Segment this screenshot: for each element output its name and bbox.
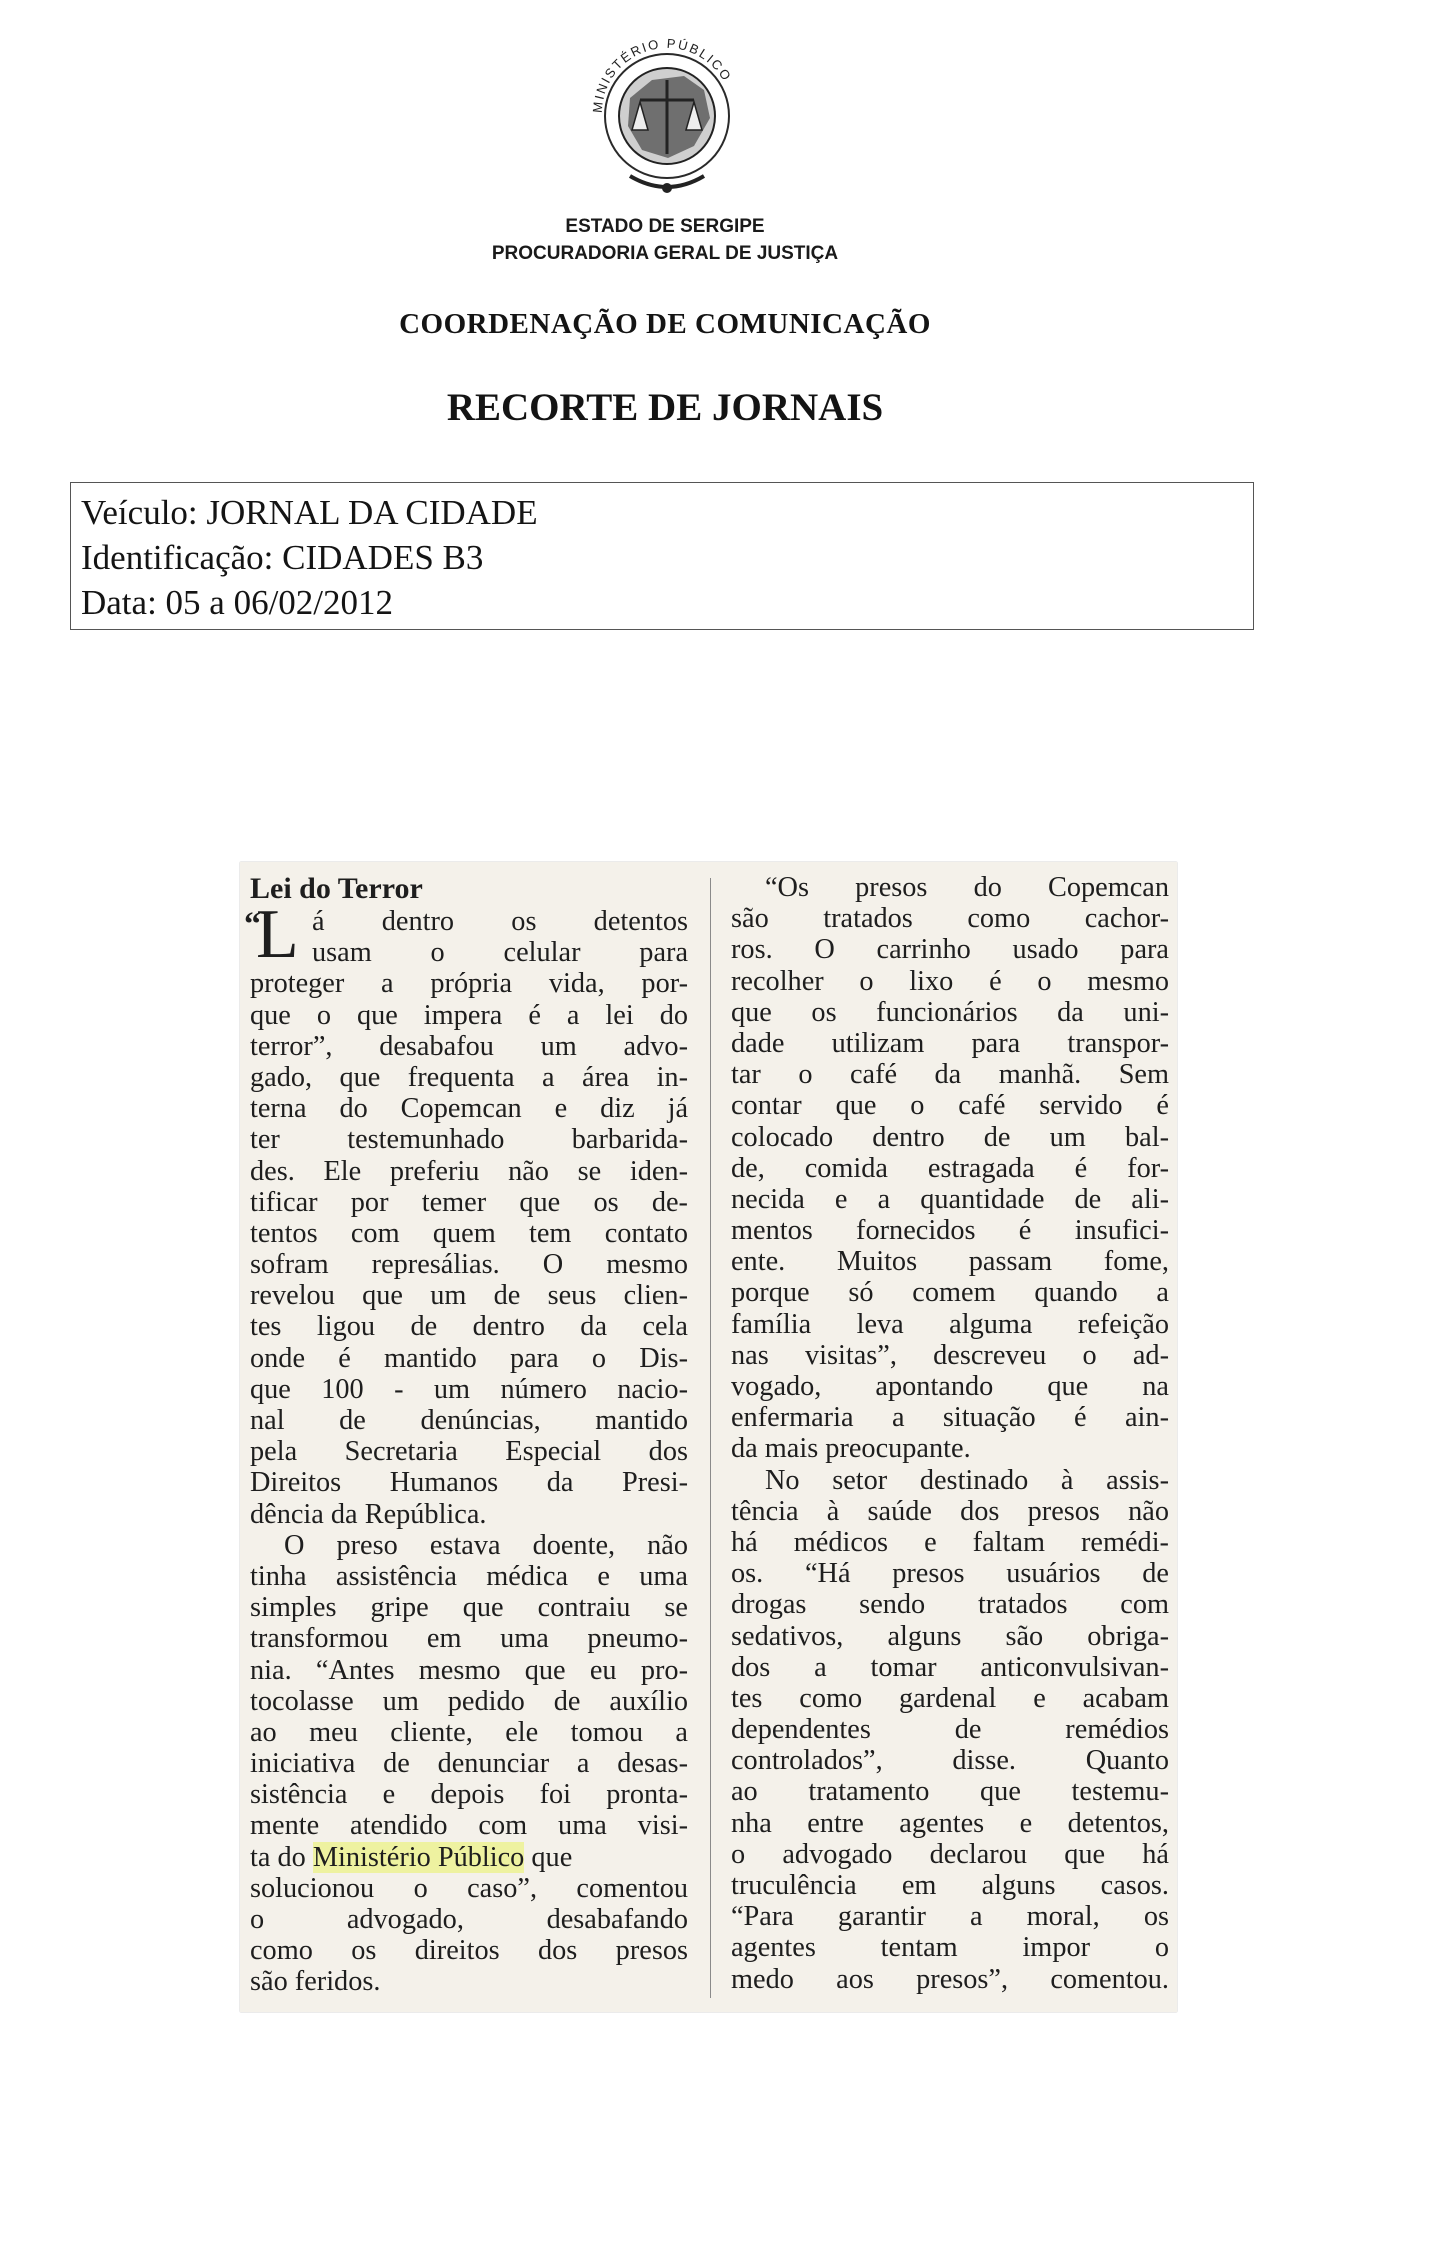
text-line: iniciativa de denunciar a desas- (250, 1748, 688, 1780)
text-line: tentos com quem tem contato (250, 1217, 688, 1249)
text-line: medo aos presos”, comentou. (731, 1963, 1169, 1995)
text-line: nia. “Antes mesmo que eu pro- (250, 1654, 688, 1686)
text-line: Direitos Humanos da Presi- (250, 1467, 688, 1499)
seal-ring-text: MINISTÉRIO PÚBLICO (589, 35, 735, 114)
vehicle-line: Veículo: JORNAL DA CIDADE (81, 493, 538, 532)
text-line: No setor destinado à assis- (765, 1464, 1169, 1496)
text-line: o advogado declarou que há (731, 1838, 1169, 1870)
text-line: ao tratamento que testemu- (731, 1776, 1169, 1808)
text-line: solucionou o caso”, comentou (250, 1872, 688, 1904)
drop-cap-quote: “ (244, 906, 261, 943)
text-line: des. Ele preferiu não se iden- (250, 1155, 688, 1187)
ministerio-publico-seal (572, 18, 762, 208)
text-line: “Os presos do Copemcan (765, 872, 1169, 903)
text-line: truculência em alguns casos. (731, 1870, 1169, 1902)
text-line: simples gripe que contraiu se (250, 1592, 688, 1624)
text-line: tificar por temer que os de- (250, 1186, 688, 1218)
highlight-ministerio-publico: Ministério Público (312, 1841, 525, 1873)
text-line: tar o café da manhã. Sem (731, 1059, 1169, 1091)
text-line: á dentro os detentos (312, 906, 688, 937)
text-line-highlighted: ta do Ministério Público que (250, 1841, 573, 1873)
text-line: ros. O carrinho usado para (731, 934, 1169, 966)
text-line: vogado, apontando que na (731, 1371, 1169, 1402)
text-line: enfermaria a situação é ain- (731, 1402, 1169, 1434)
text-line: que os funcionários da uni- (731, 996, 1169, 1028)
text-line: terror”, desabafou um advo- (250, 1030, 688, 1062)
text-line: que o que impera é a lei do (250, 999, 688, 1031)
text-line: agentes tentam impor o (731, 1932, 1169, 1964)
text-line: que 100 - um número nacio- (250, 1373, 688, 1405)
text-line: “Para garantir a moral, os (731, 1901, 1169, 1933)
text-line: ao meu cliente, ele tomou a (250, 1716, 688, 1748)
text-line: mentos fornecidos é insufici- (731, 1215, 1169, 1247)
department-title: COORDENAÇÃO DE COMUNICAÇÃO (399, 308, 931, 340)
date-line: Data: 05 a 06/02/2012 (81, 583, 394, 622)
text-line: o advogado, desabafando (250, 1904, 688, 1936)
text-line: nal de denúncias, mantido (250, 1405, 688, 1436)
newspaper-clipping (240, 862, 1177, 2012)
text-fragment: que (524, 1841, 573, 1873)
article-left-column (244, 872, 688, 1998)
text-line: ente. Muitos passam fome, (731, 1246, 1169, 1278)
text-line: usam o celular para (312, 937, 688, 969)
text-line: dência da República. (250, 1498, 487, 1530)
text-line: de, comida estragada é for- (731, 1152, 1169, 1184)
text-line: sistência e depois foi pronta- (250, 1779, 688, 1811)
text-line: como os direitos dos presos (250, 1935, 688, 1967)
text-line: recolher o lixo é o mesmo (731, 965, 1169, 997)
drop-cap-letter: L (256, 896, 299, 973)
text-line: onde é mantido para o Dis- (250, 1342, 688, 1374)
text-line: são tratados como cachor- (731, 903, 1169, 935)
text-line: proteger a própria vida, por- (250, 968, 688, 1000)
text-line: sedativos, alguns são obriga- (731, 1620, 1169, 1652)
document-title: RECORTE DE JORNAIS (446, 386, 884, 429)
text-line: tes como gardenal e acabam (731, 1682, 1169, 1714)
article-right-column (731, 872, 1169, 1995)
text-line: dos a tomar anticonvulsivan- (731, 1651, 1169, 1683)
text-line: gado, que frequenta a área in- (250, 1061, 688, 1093)
text-line: sofram represálias. O mesmo (250, 1249, 688, 1281)
text-line: família leva alguma refeição (731, 1308, 1169, 1340)
identification-line: Identificação: CIDADES B3 (81, 538, 484, 577)
text-line: necida e a quantidade de ali- (731, 1183, 1169, 1215)
text-line: pela Secretaria Especial dos (250, 1436, 688, 1468)
text-line: mente atendido com uma visi- (250, 1810, 688, 1842)
text-line: ter testemunhado barbarida- (250, 1124, 688, 1156)
text-line: nha entre agentes e detentos, (731, 1807, 1169, 1839)
text-line: transformou em uma pneumo- (250, 1623, 688, 1655)
source-info-box (70, 482, 1254, 630)
text-line: contar que o café servido é (731, 1090, 1169, 1122)
text-line: colocado dentro de um bal- (731, 1121, 1169, 1153)
text-line: revelou que um de seus clien- (250, 1280, 688, 1312)
text-line: drogas sendo tratados com (731, 1589, 1169, 1621)
institution-state: ESTADO DE SERGIPE (565, 216, 765, 237)
text-line: são feridos. (250, 1966, 381, 1998)
text-line: nas visitas”, descreveu o ad- (731, 1339, 1169, 1371)
text-line: tocolasse um pedido de auxílio (250, 1685, 688, 1717)
text-line: tes ligou de dentro da cela (250, 1311, 688, 1343)
drop-cap-block (244, 896, 688, 973)
text-line: os. “Há presos usuários de (731, 1558, 1169, 1590)
column-divider (710, 878, 711, 1998)
text-line: tência à saúde dos presos não (731, 1495, 1169, 1527)
text-line: da mais preocupante. (731, 1433, 971, 1465)
article-title: Lei do Terror (250, 872, 423, 905)
text-line: dependentes de remédios (731, 1714, 1169, 1746)
text-line: controlados”, disse. Quanto (731, 1745, 1169, 1777)
text-line: tinha assistência médica e uma (250, 1560, 688, 1592)
text-line: porque só comem quando a (731, 1277, 1169, 1309)
institution-office: PROCURADORIA GERAL DE JUSTIÇA (491, 243, 839, 264)
text-line: terna do Copemcan e diz já (250, 1093, 688, 1125)
text-line: há médicos e faltam remédi- (731, 1526, 1169, 1558)
text-line: O preso estava doente, não (284, 1529, 688, 1561)
text-line: dade utilizam para transpor- (731, 1027, 1169, 1059)
